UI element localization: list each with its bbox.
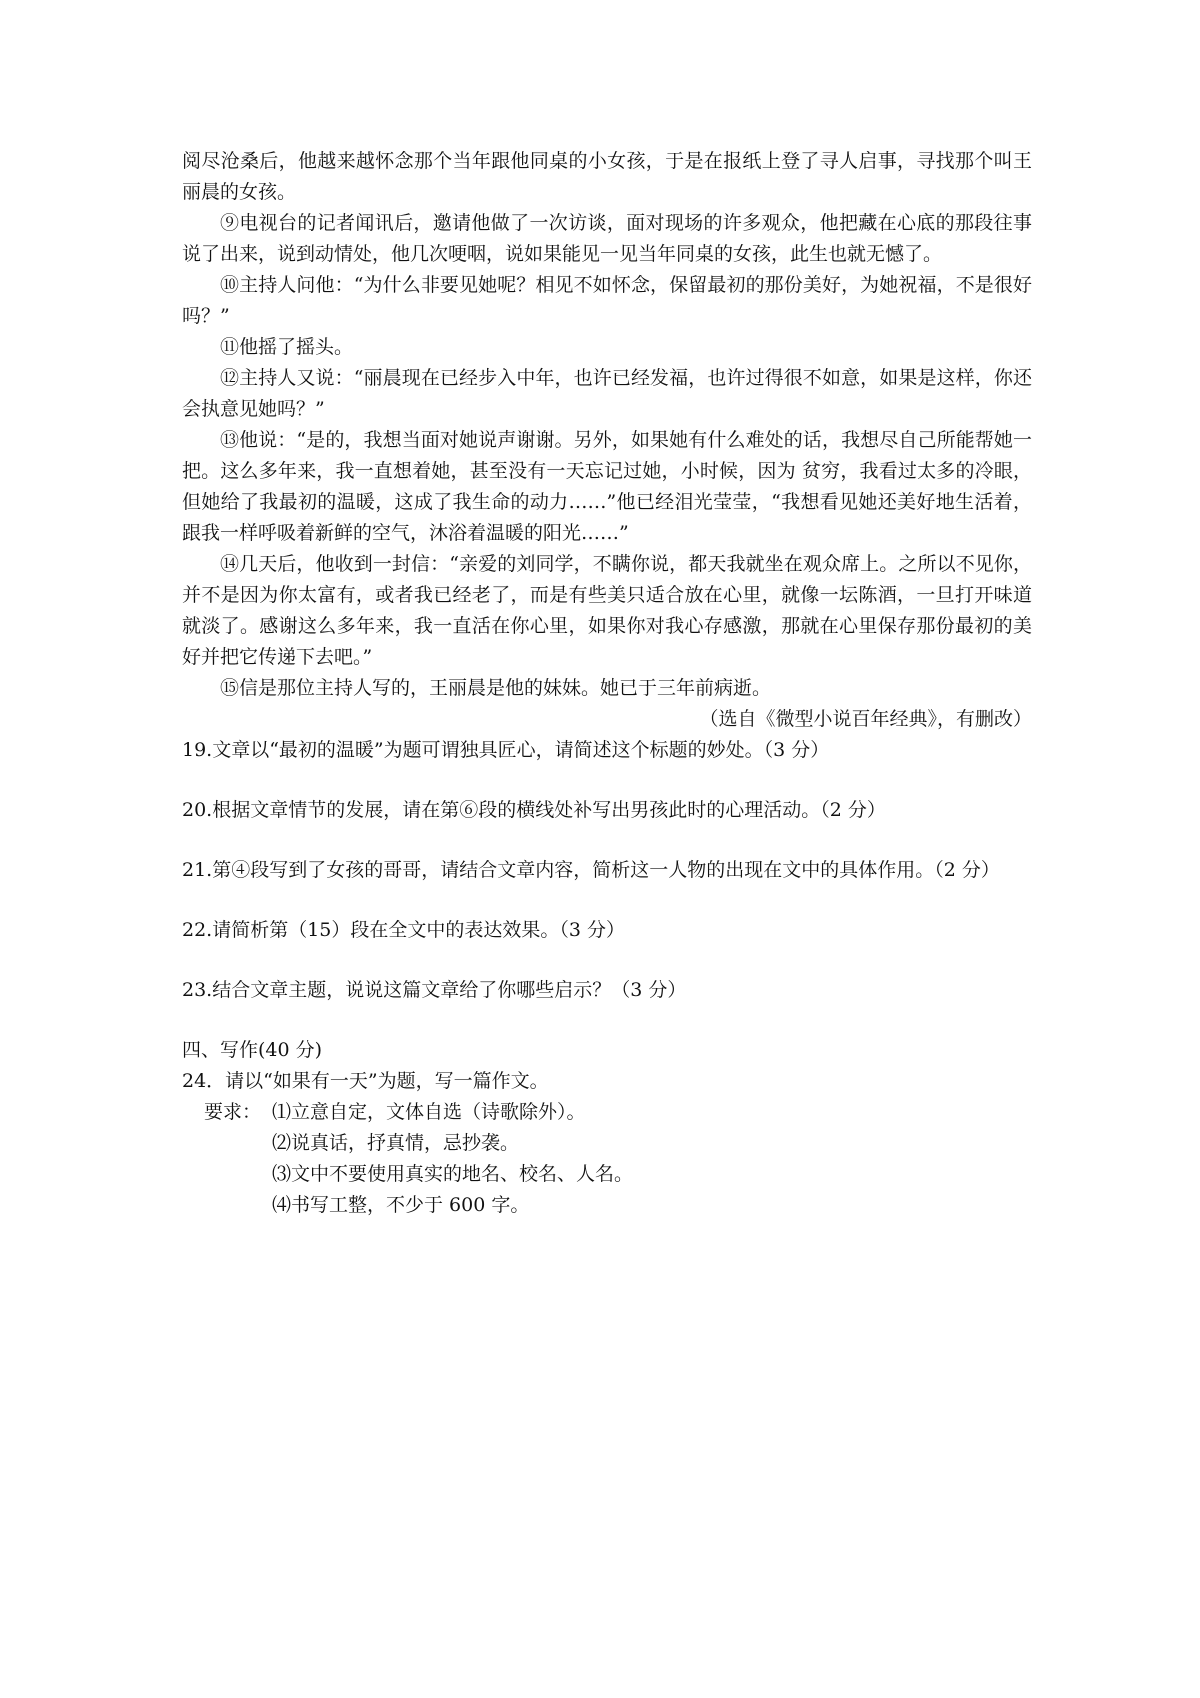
passage-paragraph: ⑫主持人又说：“丽晨现在已经步入中年，也许已经发福，也许过得很不如意，如果是这样，你还会执意见她吗？”	[182, 367, 1032, 420]
question-23: 23.结合文章主题，说说这篇文章给了你哪些启示？（3 分）	[182, 979, 687, 1001]
requirement-item: ⑵说真话，抒真情，忌抄袭。	[272, 1132, 520, 1154]
reading-passage	[182, 146, 1032, 735]
passage-paragraph: ⑩主持人问他：“为什么非要见她呢？相见不如怀念，保留最初的那份美好，为她祝福，不是很好吗？”	[182, 274, 1032, 327]
requirements-list	[272, 1097, 633, 1221]
passage-paragraph: ⑨电视台的记者闻讯后，邀请他做了一次访谈，面对现场的许多观众，他把藏在心底的那段往事说了出来，说到动情处，他几次哽咽，说如果能见一见当年同桌的女孩，此生也就无憾了。	[182, 212, 1032, 265]
writing-prompt: 24．请以“如果有一天”为题，写一篇作文。	[182, 1070, 549, 1092]
requirement-item: ⑶文中不要使用真实的地名、校名、人名。	[272, 1163, 634, 1185]
passage-paragraph: ⑪他摇了摇头。	[220, 336, 354, 358]
passage-source: （选自《微型小说百年经典》，有删改）	[699, 708, 1032, 730]
question-22: 22.请简析第（15）段在全文中的表达效果。（3 分）	[182, 919, 626, 941]
answer-space	[182, 886, 1032, 915]
answer-space	[182, 1006, 1032, 1035]
question-20: 20.根据文章情节的发展，请在第⑥段的横线处补写出男孩此时的心理活动。（2 分）	[182, 799, 886, 821]
answer-space	[182, 766, 1032, 795]
question-19: 19.文章以“最初的温暖”为题可谓独具匠心，请简述这个标题的妙处。（3 分）	[182, 739, 830, 761]
requirements-label: 要求：	[204, 1101, 262, 1123]
section-title-writing: 四、写作(40 分)	[182, 1039, 323, 1061]
passage-paragraph: ⑭几天后，他收到一封信：“亲爱的刘同学，不瞒你说，都天我就坐在观众席上。之所以不见你，并不是因为你太富有，或者我已经老了，而是有些美只适合放在心里，就像一坛陈酒，一旦打开味道就淡了。感谢这么多年来，我一直活在你心里，如果你对我心存感激，那就在心里保存那份最初的美好并把它传递下去吧。”	[182, 553, 1032, 668]
passage-paragraph: 阅尽沧桑后，他越来越怀念那个当年跟他同桌的小女孩，于是在报纸上登了寻人启事，寻找那个叫王丽晨的女孩。	[182, 150, 1032, 203]
exam-page	[182, 146, 1032, 1221]
writing-requirements	[182, 1097, 1032, 1221]
requirement-item: ⑷书写工整，不少于 600 字。	[272, 1194, 530, 1216]
requirement-item: ⑴立意自定，文体自选（诗歌除外）。	[272, 1101, 586, 1123]
writing-section	[182, 1035, 1032, 1221]
question-list	[182, 735, 1032, 1035]
passage-paragraph: ⑮信是那位主持人写的，王丽晨是他的妹妹。她已于三年前病逝。	[220, 677, 772, 699]
passage-paragraph: ⑬他说：“是的，我想当面对她说声谢谢。另外，如果她有什么难处的话，我想尽自己所能帮她一把。这么多年来，我一直想着她，甚至没有一天忘记过她，小时候，因为 贫穷，我看过太多的冷眼，但她给了我最初的温暖，这成了我生命的动力……”他已经泪光莹莹，“我想看见她还美好地生活着，跟我一样呼吸着新鲜的空气，沐浴着温暖的阳光……”	[182, 429, 1032, 544]
answer-space	[182, 826, 1032, 855]
question-21: 21.第④段写到了女孩的哥哥，请结合文章内容，简析这一人物的出现在文中的具体作用。（2 分）	[182, 859, 1000, 881]
answer-space	[182, 946, 1032, 975]
